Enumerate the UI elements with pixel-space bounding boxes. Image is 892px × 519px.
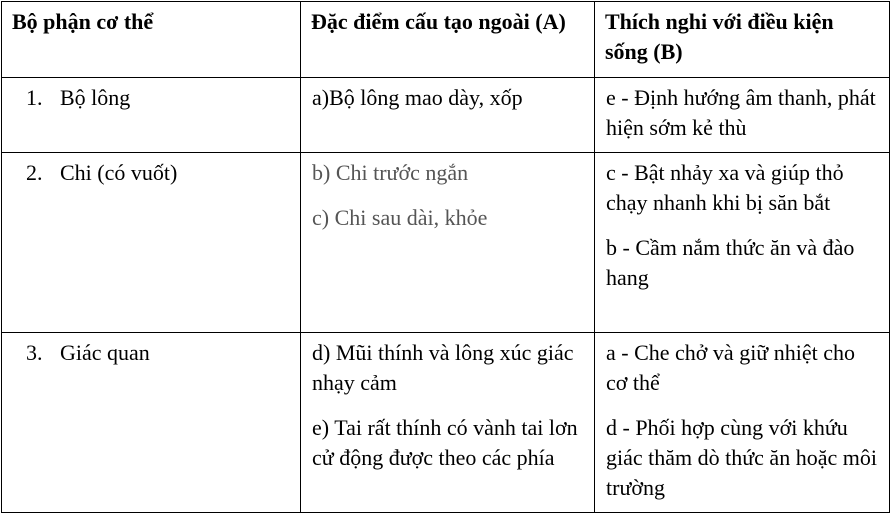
adaptation-text: d - Phối hợp cùng với khứu giác thăm dò thức ăn hoặc môi trường <box>606 415 877 500</box>
biology-table <box>1 1 890 513</box>
header-row <box>2 2 890 78</box>
table-row <box>2 153 890 333</box>
features-cell <box>301 153 595 333</box>
feature-text: d) Mũi thính và lông xúc giác nhạy cảm <box>312 340 574 395</box>
part-cell <box>2 78 301 153</box>
header-adaptation: Thích nghi với điều kiện sống (B) <box>605 9 834 64</box>
feature-text: c) Chi sau dài, khỏe <box>312 205 488 230</box>
adaptation-cell <box>595 333 890 513</box>
adaptation-text: e - Định hướng âm thanh, phát hiện sớm kẻ thù <box>606 85 876 140</box>
part-cell <box>2 333 301 513</box>
header-cell-features <box>301 2 595 78</box>
adaptation-text: b - Cầm nắm thức ăn và đào hang <box>606 235 855 290</box>
adaptation-text: a - Che chở và giữ nhiệt cho cơ thể <box>606 340 855 395</box>
row-number: 1. <box>26 85 43 110</box>
row-number: 3. <box>26 340 43 365</box>
part-name: Chi (có vuốt) <box>60 160 178 185</box>
features-cell <box>301 333 595 513</box>
feature-text: e) Tai rất thính có vành tai lơn cử động được theo các phía <box>312 415 578 470</box>
part-name: Bộ lông <box>60 85 131 110</box>
adaptation-cell <box>595 153 890 333</box>
features-cell <box>301 78 595 153</box>
feature-text: a)Bộ lông mao dày, xốp <box>312 85 523 110</box>
part-name: Giác quan <box>60 340 150 365</box>
header-cell-part <box>2 2 301 78</box>
header-features: Đặc điểm cấu tạo ngoài (A) <box>311 9 566 34</box>
table-row <box>2 333 890 513</box>
adaptation-cell <box>595 78 890 153</box>
header-cell-adaptation <box>595 2 890 78</box>
part-cell <box>2 153 301 333</box>
table-row <box>2 78 890 153</box>
feature-text: b) Chi trước ngắn <box>312 160 469 185</box>
header-part: Bộ phận cơ thể <box>12 9 154 34</box>
adaptation-text: c - Bật nhảy xa và giúp thỏ chạy nhanh khi bị săn bắt <box>606 160 844 215</box>
row-number: 2. <box>26 160 43 185</box>
